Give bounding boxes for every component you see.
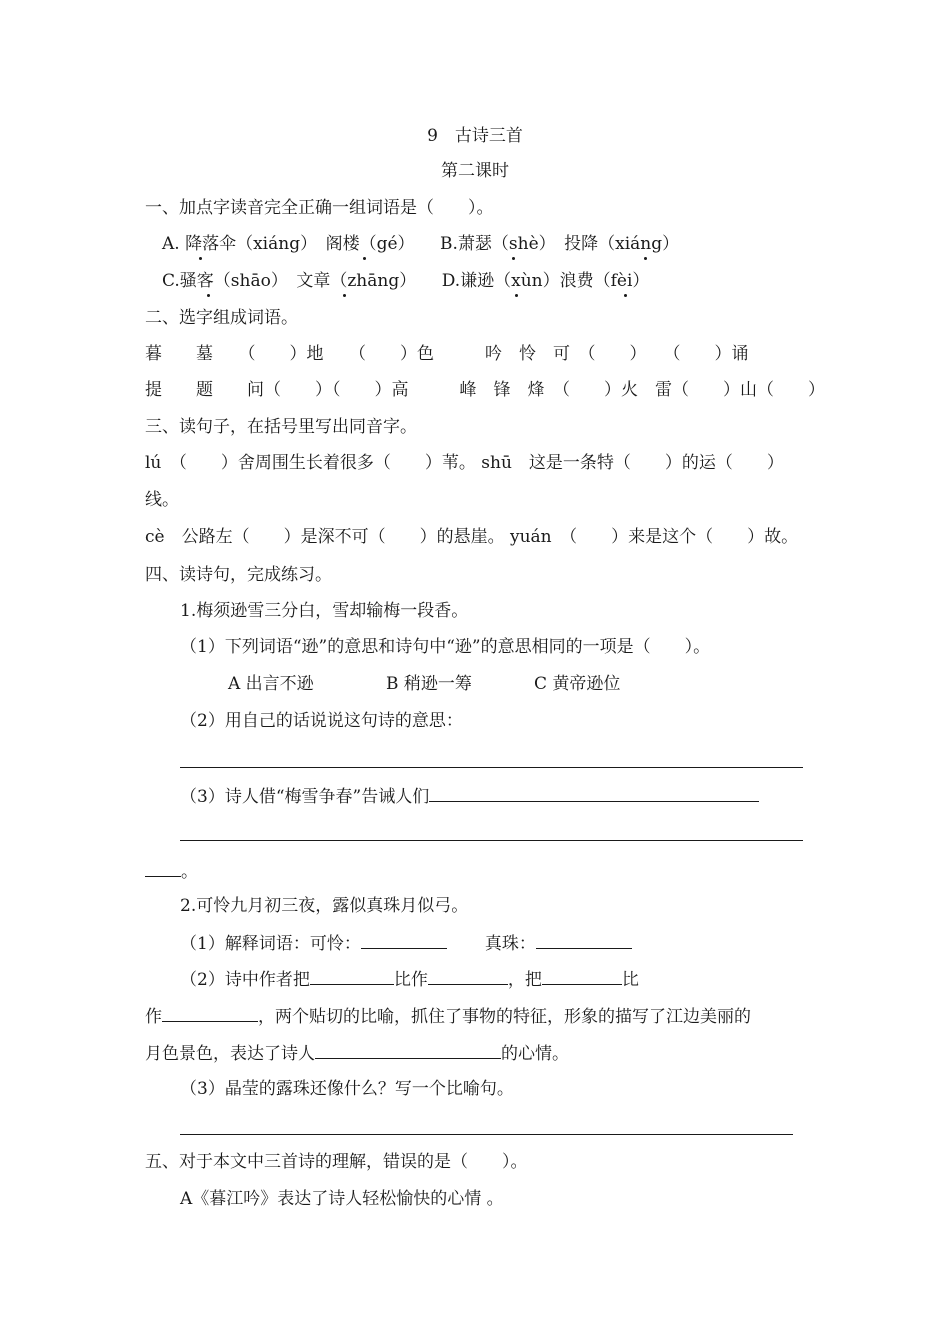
emphasis-dot [199,257,202,260]
option-b: B 稍逊一筹 [386,674,472,694]
answer-blank[interactable] [145,858,181,877]
answer-line[interactable] [180,767,803,768]
section1-row1: A. 降落伞（xiáng） 阁楼（gé） B.萧瑟（shè） 投降（xiáng） [162,234,680,254]
question-4-2-2-cont: 作 ，两个贴切的比喻，抓住了事物的特征，形象的描写了江边美丽的 [145,1003,751,1029]
poem1: 1.梅须逊雪三分白，雪却输梅一段香。 [180,601,469,621]
lesson-subtitle: 第二课时 [441,161,509,181]
question-4-1-1: （1）下列词语“逊”的意思和诗句中“逊”的意思相同的一项是（ ）。 [180,637,711,657]
answer-blank[interactable] [162,1003,258,1022]
question-4-1-3: （3）诗人借“梅雪争春”告诫人们 [180,783,759,809]
answer-blank[interactable] [428,966,508,985]
answer-blank[interactable] [542,966,622,985]
emphasis-dot [363,257,366,260]
section2-heading: 二、选字组成词语。 [145,308,298,328]
section3-row1: lú （ ）舍周围生长着很多（ ）苇。 shū 这是一条特（ ）的运（ ） [145,453,784,473]
answer-blank[interactable] [429,783,759,802]
question-4-2-3: （3）晶莹的露珠还像什么？写一个比喻句。 [180,1079,514,1099]
answer-blank[interactable] [315,1040,501,1059]
emphasis-dot [207,294,210,297]
section3-heading: 三、读句子，在括号里写出同音字。 [145,417,417,437]
section3-row1-cont: 线。 [145,490,179,510]
question-4-2-2-end: 月色景色，表达了诗人 的心情。 [145,1040,569,1066]
section3-row2: cè 公路左（ ）是深不可（ ）的悬崖。 yuán （ ）来是这个（ ）故。 [145,527,799,547]
answer-blank-kelian[interactable] [361,930,447,949]
section2-row2: 提 题 问（ ）（ ）高 峰 锋 烽 （ ）火 雷（ ）山（ ） [145,380,825,400]
emphasis-dot [515,294,518,297]
emphasis-dot [343,294,346,297]
section5-option-a: A《暮江吟》表达了诗人轻松愉快的心情 。 [180,1189,504,1209]
question-4-1-2: （2）用自己的话说说这句诗的意思： [180,711,463,731]
section4-heading: 四、读诗句，完成练习。 [145,565,332,585]
emphasis-dot [644,257,647,260]
answer-line[interactable] [180,1134,793,1135]
section2-row1: 暮 墓 （ ）地 （ ）色 吟 怜 可 （ ） （ ）诵 [145,344,749,364]
option-a: A 出言不逊 [228,674,314,694]
question-4-2-1: （1）解释词语：可怜： 真珠： [180,930,632,956]
question-4-2-2: （2）诗中作者把 比作 ，把 比 [180,966,639,992]
answer-blank[interactable] [310,966,394,985]
section5-heading: 五、对于本文中三首诗的理解，错误的是（ ）。 [145,1152,528,1172]
lesson-title: 9 古诗三首 [427,126,523,146]
answer-line[interactable] [180,840,803,841]
emphasis-dot [512,257,515,260]
question-4-1-3-end: 。 [145,858,198,884]
section1-heading: 一、加点字读音完全正确一组词语是（ ）。 [145,198,494,218]
answer-blank-zhenzhu[interactable] [536,930,632,949]
option-c: C 黄帝逊位 [534,674,621,694]
section1-row2: C.骚客（shāo） 文章（zhāng） D.谦逊（xùn）浪费（fèi） [162,271,650,291]
poem2: 2.可怜九月初三夜，露似真珠月似弓。 [180,896,469,916]
emphasis-dot [624,294,627,297]
